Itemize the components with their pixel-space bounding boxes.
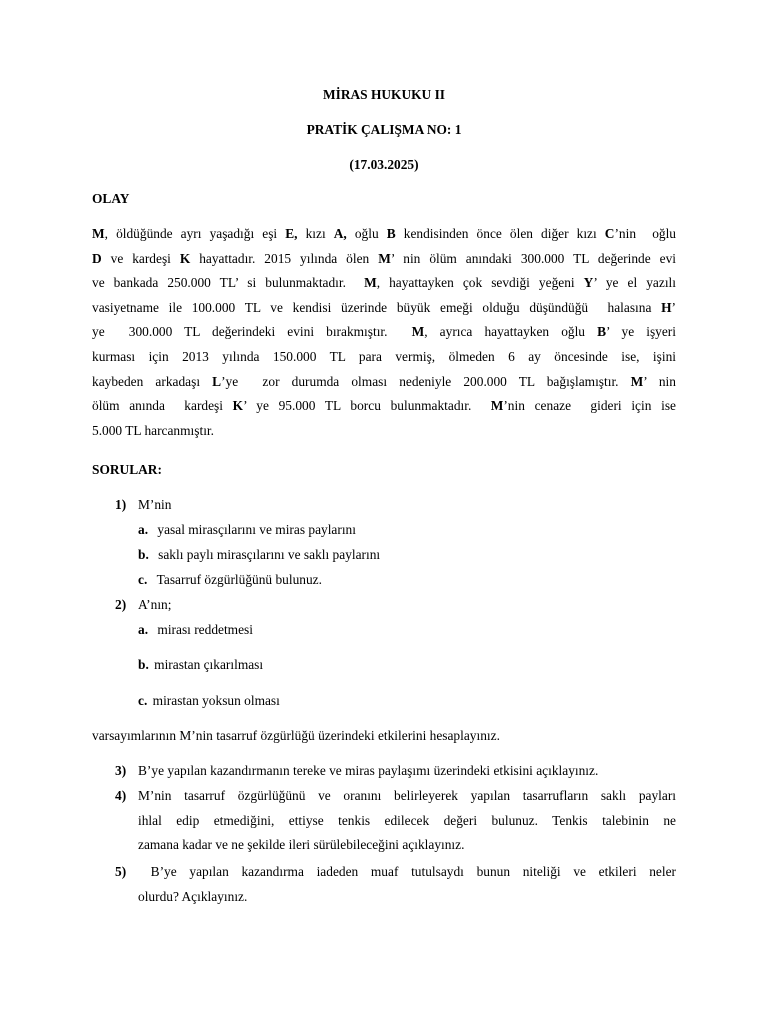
case-party-name: H xyxy=(661,299,672,315)
case-text: kızı xyxy=(297,226,334,241)
case-line xyxy=(92,296,676,321)
case-party-name: M xyxy=(411,324,425,340)
question-2b xyxy=(138,656,263,674)
case-line xyxy=(92,419,676,444)
case-text: kaybeden arkadaşı xyxy=(92,373,213,389)
case-line xyxy=(92,222,676,247)
question-1-number: 1) xyxy=(115,497,127,512)
question-1b-text: saklı paylı mirasçılarını ve saklı paylarını xyxy=(158,547,381,562)
case-text: , ayrıca hayattayken oğlu xyxy=(424,324,598,340)
case-party-name: C xyxy=(604,226,615,241)
case-text: ve kardeşi xyxy=(101,250,180,266)
case-party-name: B xyxy=(597,324,606,340)
question-3-number: 3) xyxy=(115,763,127,778)
question-4-line: ihlal edip etmediğini, ettiyse tenkis edilecek değeri bulunuz. Tenkis talebinin ne xyxy=(138,812,676,828)
question-3-text: B’ye yapılan kazandırmanın tereke ve miras paylaşımı üzerindeki etkisini açıklayınız. xyxy=(138,763,599,778)
question-5-line: olurdu? Açıklayınız. xyxy=(138,888,248,904)
case-party-name: D xyxy=(92,250,102,266)
question-1c-text: Tasarruf özgürlüğünü bulunuz. xyxy=(156,572,322,587)
case-heading: OLAY xyxy=(92,191,130,206)
question-4-number: 4) xyxy=(115,788,127,803)
question-2a-letter: a. xyxy=(138,622,149,637)
case-text: ’ ye el yazılı xyxy=(593,275,676,291)
case-text: hayattadır. 2015 yılında ölen xyxy=(190,250,379,266)
question-1c xyxy=(138,571,322,589)
case-text: ölüm anında kardeşi xyxy=(92,398,233,414)
questions-heading: SORULAR: xyxy=(92,462,162,477)
question-2a xyxy=(138,621,253,639)
question-4-line: zamana kadar ve ne şekilde ileri sürülebileceğini açıklayınız. xyxy=(138,837,465,853)
question-2c xyxy=(138,692,280,710)
question-2-text: A’nın; xyxy=(138,597,172,612)
case-text: ’nin cenaze gideri için ise xyxy=(503,398,676,414)
question-1b-letter: b. xyxy=(138,547,149,562)
question-5-text xyxy=(138,860,676,909)
case-party-name: A, xyxy=(333,226,347,241)
case-line xyxy=(92,247,676,272)
case-text: ’nin oğlu xyxy=(614,226,676,241)
case-text: ’ nin ölüm anındaki 300.000 TL değerinde evi xyxy=(390,250,676,266)
question-4-line: M’nin tasarruf özgürlüğünü ve oranını belirleyerek yapılan tasarrufların saklı payları xyxy=(138,788,676,803)
case-paragraph xyxy=(92,222,676,443)
question-2c-text: mirastan yoksun olması xyxy=(152,693,280,708)
question-5-number: 5) xyxy=(115,864,127,879)
case-party-name: M xyxy=(364,275,377,291)
question-2c-letter: c. xyxy=(138,693,148,708)
case-party-name: M xyxy=(92,226,105,241)
case-text: ve bankada 250.000 TL’ si bulunmaktadır. xyxy=(92,275,365,291)
case-line xyxy=(92,394,676,419)
case-text: ’ ye işyeri xyxy=(606,324,676,340)
case-text: oğlu xyxy=(346,226,387,241)
case-text: , hayattayken çok sevdiği yeğeni xyxy=(376,275,584,291)
question-4-text xyxy=(138,784,676,858)
question-2b-letter: b. xyxy=(138,657,149,672)
case-party-name: E, xyxy=(285,226,298,241)
case-line xyxy=(92,345,676,370)
question-1a-letter: a. xyxy=(138,522,149,537)
case-text: ’ ye 95.000 TL borcu bulunmaktadır. xyxy=(243,398,491,414)
course-title: MİRAS HUKUKU II xyxy=(322,87,445,102)
case-party-name: L xyxy=(212,373,222,389)
question-2a-text: mirası reddetmesi xyxy=(157,622,253,637)
question-1c-letter: c. xyxy=(138,572,148,587)
case-party-name: M xyxy=(378,250,391,266)
practice-title: PRATİK ÇALIŞMA NO: 1 xyxy=(306,122,462,137)
case-party-name: M xyxy=(630,373,644,389)
question-2-number: 2) xyxy=(115,597,127,612)
practice-date: (17.03.2025) xyxy=(349,157,419,172)
case-line xyxy=(92,271,676,296)
case-text: ’ xyxy=(671,299,676,315)
case-line xyxy=(92,320,676,345)
case-text: ’ nin xyxy=(643,373,676,389)
case-text: ye 300.000 TL değerindeki evini bırakmıştır. xyxy=(92,324,412,340)
case-text: ’ye zor durumda olması nedeniyle 200.000 TL bağışlamıştır. xyxy=(221,373,631,389)
case-party-name: Y xyxy=(583,275,594,291)
case-text: 5.000 TL harcanmıştır. xyxy=(92,422,214,438)
question-2-tail: varsayımlarının M’nin tasarruf özgürlüğü üzerindeki etkilerini hesaplayınız. xyxy=(92,728,500,743)
case-party-name: K xyxy=(179,250,191,266)
case-party-name: B xyxy=(386,226,396,241)
question-2b-text: mirastan çıkarılması xyxy=(154,657,264,672)
question-1a-text: yasal mirasçılarını ve miras paylarını xyxy=(157,522,356,537)
case-party-name: K xyxy=(232,398,244,414)
case-text: kendisinden önce ölen diğer kızı xyxy=(395,226,605,241)
case-text: vasiyetname ile 100.000 TL ve kendisi üzerinde büyük emeği olduğu düşündüğü halasına xyxy=(92,299,662,315)
case-text: kurması için 2013 yılında 150.000 TL para vermiş, ölmeden 6 ay öncesinde ise, işini xyxy=(92,348,676,364)
case-party-name: M xyxy=(490,398,504,414)
case-line xyxy=(92,370,676,395)
question-1b xyxy=(138,546,380,564)
question-5-line: B’ye yapılan kazandırma iadeden muaf tutulsaydı bunun niteliği ve etkileri neler xyxy=(138,864,676,879)
question-1a xyxy=(138,521,356,539)
question-1-text: M’nin xyxy=(138,497,172,512)
case-text: , öldüğünde ayrı yaşadığı eşi xyxy=(104,226,286,241)
